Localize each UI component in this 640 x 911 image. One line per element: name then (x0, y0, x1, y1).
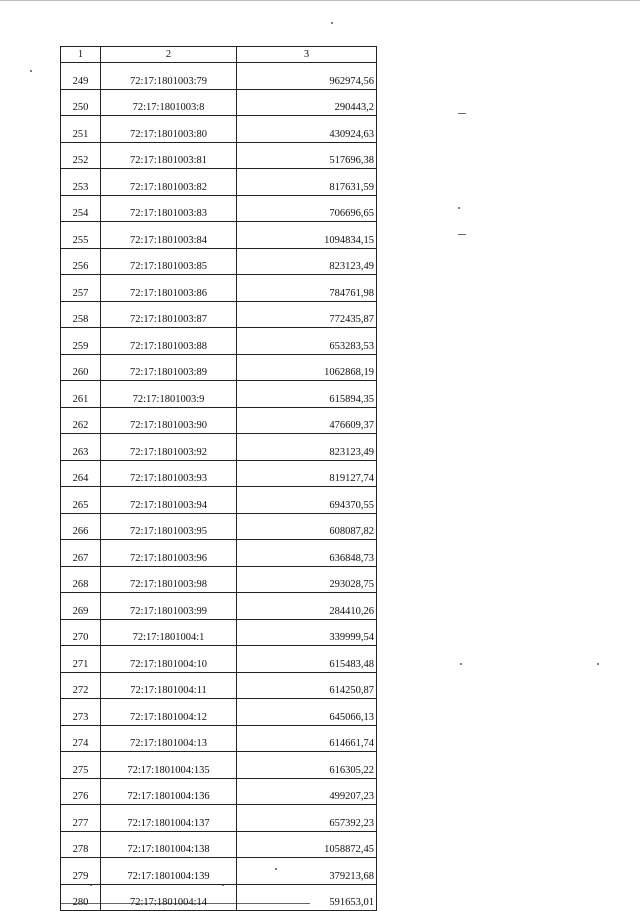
value-cell: 772435,87 (237, 301, 377, 328)
value-cell: 823123,49 (237, 434, 377, 461)
table-row (61, 619, 377, 646)
row-number-cell: 278 (61, 831, 101, 858)
value-cell: 823123,49 (237, 248, 377, 275)
cadastral-number-cell: 72:17:1801004:139 (101, 858, 237, 885)
value-cell: 615894,35 (237, 381, 377, 408)
row-number-cell: 272 (61, 672, 101, 699)
row-number-cell: 254 (61, 195, 101, 222)
table-row (61, 381, 377, 408)
table-row (61, 248, 377, 275)
value-cell: 1062868,19 (237, 354, 377, 381)
column-header-number: 1 (61, 47, 101, 63)
scan-speck (331, 22, 333, 24)
table-row (61, 778, 377, 805)
value-cell: 616305,22 (237, 752, 377, 779)
value-cell: 284410,26 (237, 593, 377, 620)
row-number-cell: 277 (61, 805, 101, 832)
table-row (61, 275, 377, 302)
cadastral-number-cell: 72:17:1801003:8 (101, 89, 237, 116)
row-number-cell: 270 (61, 619, 101, 646)
row-number-cell: 275 (61, 752, 101, 779)
row-number-cell: 273 (61, 699, 101, 726)
cadastral-number-cell: 72:17:1801004:135 (101, 752, 237, 779)
cadastral-number-cell: 72:17:1801003:98 (101, 566, 237, 593)
cadastral-number-cell: 72:17:1801003:80 (101, 116, 237, 143)
cadastral-number-cell: 72:17:1801003:86 (101, 275, 237, 302)
cadastral-number-cell: 72:17:1801003:94 (101, 487, 237, 514)
cadastral-number-cell: 72:17:1801003:96 (101, 540, 237, 567)
table-body (61, 63, 377, 911)
cadastral-number-cell: 72:17:1801003:87 (101, 301, 237, 328)
row-number-cell: 274 (61, 725, 101, 752)
column-header-value: 3 (237, 47, 377, 63)
row-number-cell: 269 (61, 593, 101, 620)
row-number-cell: 264 (61, 460, 101, 487)
table-row (61, 328, 377, 355)
row-number-cell: 263 (61, 434, 101, 461)
table-row (61, 407, 377, 434)
table-row (61, 646, 377, 673)
row-number-cell: 252 (61, 142, 101, 169)
value-cell: 653283,53 (237, 328, 377, 355)
cadastral-number-cell: 72:17:1801003:83 (101, 195, 237, 222)
table-row (61, 884, 377, 911)
cadastral-number-cell: 72:17:1801003:95 (101, 513, 237, 540)
cadastral-number-cell: 72:17:1801003:79 (101, 63, 237, 90)
row-number-cell: 257 (61, 275, 101, 302)
table-row (61, 566, 377, 593)
cadastral-number-cell: 72:17:1801003:93 (101, 460, 237, 487)
table-row (61, 540, 377, 567)
value-cell: 694370,55 (237, 487, 377, 514)
row-number-cell: 266 (61, 513, 101, 540)
row-number-cell: 258 (61, 301, 101, 328)
row-number-cell: 250 (61, 89, 101, 116)
cadastral-number-cell: 72:17:1801004:12 (101, 699, 237, 726)
row-number-cell: 255 (61, 222, 101, 249)
scan-speck (30, 70, 32, 72)
value-cell: 1058872,45 (237, 831, 377, 858)
cadastral-number-cell: 72:17:1801003:89 (101, 354, 237, 381)
row-number-cell: 251 (61, 116, 101, 143)
row-number-cell: 265 (61, 487, 101, 514)
row-number-cell: 260 (61, 354, 101, 381)
table-row (61, 434, 377, 461)
value-cell: 615483,48 (237, 646, 377, 673)
value-cell: 962974,56 (237, 63, 377, 90)
cadastral-number-cell: 72:17:1801003:9 (101, 381, 237, 408)
value-cell: 657392,23 (237, 805, 377, 832)
table-row (61, 142, 377, 169)
value-cell: 706696,65 (237, 195, 377, 222)
cadastral-number-cell: 72:17:1801004:137 (101, 805, 237, 832)
table-row (61, 460, 377, 487)
cadastral-number-cell: 72:17:1801003:84 (101, 222, 237, 249)
value-cell: 517696,38 (237, 142, 377, 169)
scan-top-edge (0, 0, 640, 1)
table-row (61, 222, 377, 249)
row-number-cell: 267 (61, 540, 101, 567)
cadastral-number-cell: 72:17:1801004:136 (101, 778, 237, 805)
value-cell: 608087,82 (237, 513, 377, 540)
row-number-cell: 279 (61, 858, 101, 885)
column-header-cadastral-number: 2 (101, 47, 237, 63)
table-row (61, 513, 377, 540)
cadastral-number-cell: 72:17:1801004:14 (101, 884, 237, 911)
table-header-row (61, 47, 377, 63)
row-number-cell: 253 (61, 169, 101, 196)
row-number-cell: 256 (61, 248, 101, 275)
value-cell: 636848,73 (237, 540, 377, 567)
cadastral-number-cell: 72:17:1801003:85 (101, 248, 237, 275)
cadastral-number-cell: 72:17:1801004:1 (101, 619, 237, 646)
row-number-cell: 259 (61, 328, 101, 355)
table-row (61, 725, 377, 752)
cadastral-number-cell: 72:17:1801003:90 (101, 407, 237, 434)
table-row (61, 195, 377, 222)
table-row (61, 354, 377, 381)
value-cell: 645066,13 (237, 699, 377, 726)
row-number-cell: 262 (61, 407, 101, 434)
table-row (61, 116, 377, 143)
cadastral-number-cell: 72:17:1801003:99 (101, 593, 237, 620)
row-number-cell: 280 (61, 884, 101, 911)
value-cell: 293028,75 (237, 566, 377, 593)
cadastral-value-table (60, 46, 377, 911)
table-row (61, 858, 377, 885)
value-cell: 1094834,15 (237, 222, 377, 249)
cadastral-number-cell: 72:17:1801003:92 (101, 434, 237, 461)
scan-speck (458, 113, 466, 114)
value-cell: 499207,23 (237, 778, 377, 805)
scan-speck (458, 234, 466, 235)
value-cell: 784761,98 (237, 275, 377, 302)
row-number-cell: 249 (61, 63, 101, 90)
value-cell: 614250,87 (237, 672, 377, 699)
cadastral-number-cell: 72:17:1801003:88 (101, 328, 237, 355)
cadastral-number-cell: 72:17:1801004:13 (101, 725, 237, 752)
cadastral-number-cell: 72:17:1801003:81 (101, 142, 237, 169)
value-cell: 339999,54 (237, 619, 377, 646)
table-row (61, 805, 377, 832)
value-cell: 819127,74 (237, 460, 377, 487)
table-row (61, 301, 377, 328)
cadastral-number-cell: 72:17:1801004:11 (101, 672, 237, 699)
row-number-cell: 261 (61, 381, 101, 408)
value-cell: 476609,37 (237, 407, 377, 434)
scan-speck (458, 207, 460, 209)
value-cell: 614661,74 (237, 725, 377, 752)
table-row (61, 752, 377, 779)
table-row (61, 831, 377, 858)
table-row (61, 593, 377, 620)
table-row (61, 487, 377, 514)
scan-speck (460, 663, 462, 665)
scan-speck (597, 663, 599, 665)
cadastral-number-cell: 72:17:1801004:138 (101, 831, 237, 858)
table-row (61, 169, 377, 196)
value-cell: 379213,68 (237, 858, 377, 885)
cadastral-number-cell: 72:17:1801003:82 (101, 169, 237, 196)
value-cell: 591653,01 (237, 884, 377, 911)
value-cell: 290443,2 (237, 89, 377, 116)
cadastral-number-cell: 72:17:1801004:10 (101, 646, 237, 673)
row-number-cell: 271 (61, 646, 101, 673)
row-number-cell: 276 (61, 778, 101, 805)
table-row (61, 89, 377, 116)
table-row (61, 63, 377, 90)
row-number-cell: 268 (61, 566, 101, 593)
table-row (61, 672, 377, 699)
value-cell: 430924,63 (237, 116, 377, 143)
table-row (61, 699, 377, 726)
value-cell: 817631,59 (237, 169, 377, 196)
